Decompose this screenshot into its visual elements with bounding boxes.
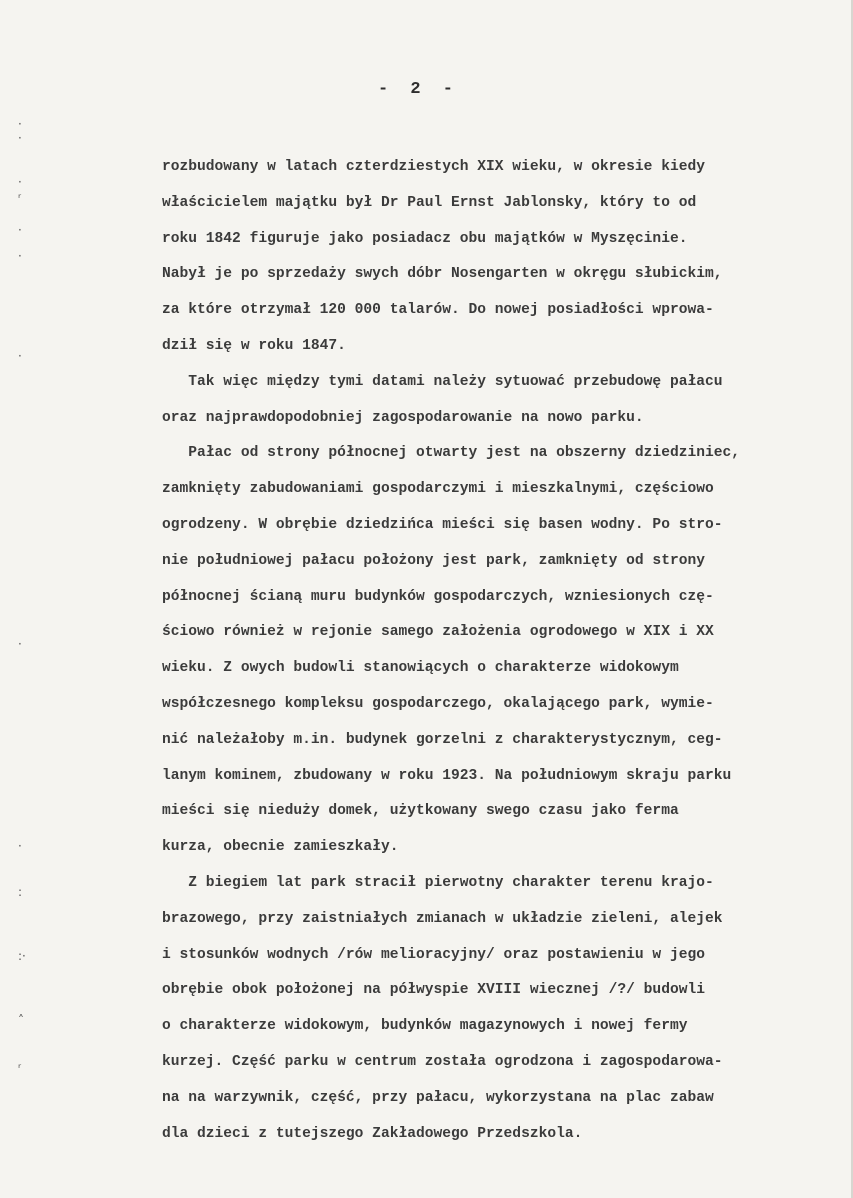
text-line: i stosunków wodnych /rów melioracyjny/ oraz postawieniu w jego xyxy=(162,946,705,963)
margin-speck: ʳ xyxy=(18,191,22,205)
text-line: roku 1842 figuruje jako posiadacz obu majątków w Myszęcinie. xyxy=(162,230,688,247)
text-line: nie południowej pałacu położony jest park, zamknięty od strony xyxy=(162,552,705,569)
margin-speck: · xyxy=(18,117,22,131)
text-line: Tak więc między tymi datami należy sytuować przebudowę pałacu xyxy=(162,373,723,390)
margin-speck: · xyxy=(18,349,22,363)
margin-speck: · xyxy=(18,637,22,651)
text-line: dla dzieci z tutejszego Zakładowego Przedszkola. xyxy=(162,1125,583,1142)
text-line: oraz najprawdopodobniej zagospodarowanie na nowo parku. xyxy=(162,409,644,426)
text-line: mieści się nieduży domek, użytkowany swego czasu jako ferma xyxy=(162,803,679,820)
margin-speck: · xyxy=(18,839,22,853)
text-line: nić należałoby m.in. budynek gorzelni z charakterystycznym, ceg- xyxy=(162,731,723,748)
text-line: lanym kominem, zbudowany w roku 1923. Na południowym skraju parku xyxy=(162,767,732,784)
text-line: Pałac od strony północnej otwarty jest na obszerny dziedziniec, xyxy=(162,445,741,462)
margin-speck: ˄ xyxy=(18,1013,24,1027)
margin-speck: : xyxy=(18,885,23,899)
text-line: zamknięty zabudowaniami gospodarczymi i mieszkalnymi, częściowo xyxy=(162,481,714,498)
page-number: - 2 - xyxy=(378,80,460,99)
text-line: Z biegiem lat park stracił pierwotny charakter terenu krajo- xyxy=(162,874,714,891)
text-line: kurzej. Część parku w centrum została ogrodzona i zagospodarowa- xyxy=(162,1053,723,1070)
text-line: wieku. Z owych budowli stanowiących o charakterze widokowym xyxy=(162,660,679,677)
margin-speck: · xyxy=(18,131,22,145)
text-line: współczesnego kompleksu gospodarczego, okalającego park, wymie- xyxy=(162,695,714,712)
text-line: kurza, obecnie zamieszkały. xyxy=(162,839,399,856)
text-line: właścicielem majątku był Dr Paul Ernst Jablonsky, który to od xyxy=(162,194,697,211)
margin-speck: :· xyxy=(18,949,26,963)
margin-speck: ʳ xyxy=(18,1061,22,1075)
text-line: za które otrzymał 120 000 talarów. Do nowej posiadłości wprowa- xyxy=(162,302,714,319)
text-line: obrębie obok położonej na półwyspie XVIII wiecznej /?/ budowli xyxy=(162,982,705,999)
text-line: na na warzywnik, część, przy pałacu, wykorzystana na plac zabaw xyxy=(162,1089,714,1106)
text-line: ściowo również w rejonie samego założenia ogrodowego w XIX i XX xyxy=(162,624,714,641)
typewritten-body xyxy=(162,150,852,1152)
text-line: ogrodzeny. W obrębie dziedzińca mieści się basen wodny. Po stro- xyxy=(162,516,723,533)
text-line: o charakterze widokowym, budynków magazynowych i nowej fermy xyxy=(162,1018,688,1035)
margin-speck: · xyxy=(18,249,22,263)
text-line: rozbudowany w latach czterdziestych XIX wieku, w okresie kiedy xyxy=(162,159,705,175)
margin-speck: · xyxy=(18,175,22,189)
text-line: dził się w roku 1847. xyxy=(162,337,346,354)
text-line: Nabył je po sprzedaży swych dóbr Nosengarten w okręgu słubickim, xyxy=(162,266,723,283)
text-line: brazowego, przy zaistniałych zmianach w układzie zieleni, alejek xyxy=(162,910,723,927)
margin-speck: · xyxy=(18,223,22,237)
text-line: północnej ścianą muru budynków gospodarczych, wzniesionych czę- xyxy=(162,588,714,605)
